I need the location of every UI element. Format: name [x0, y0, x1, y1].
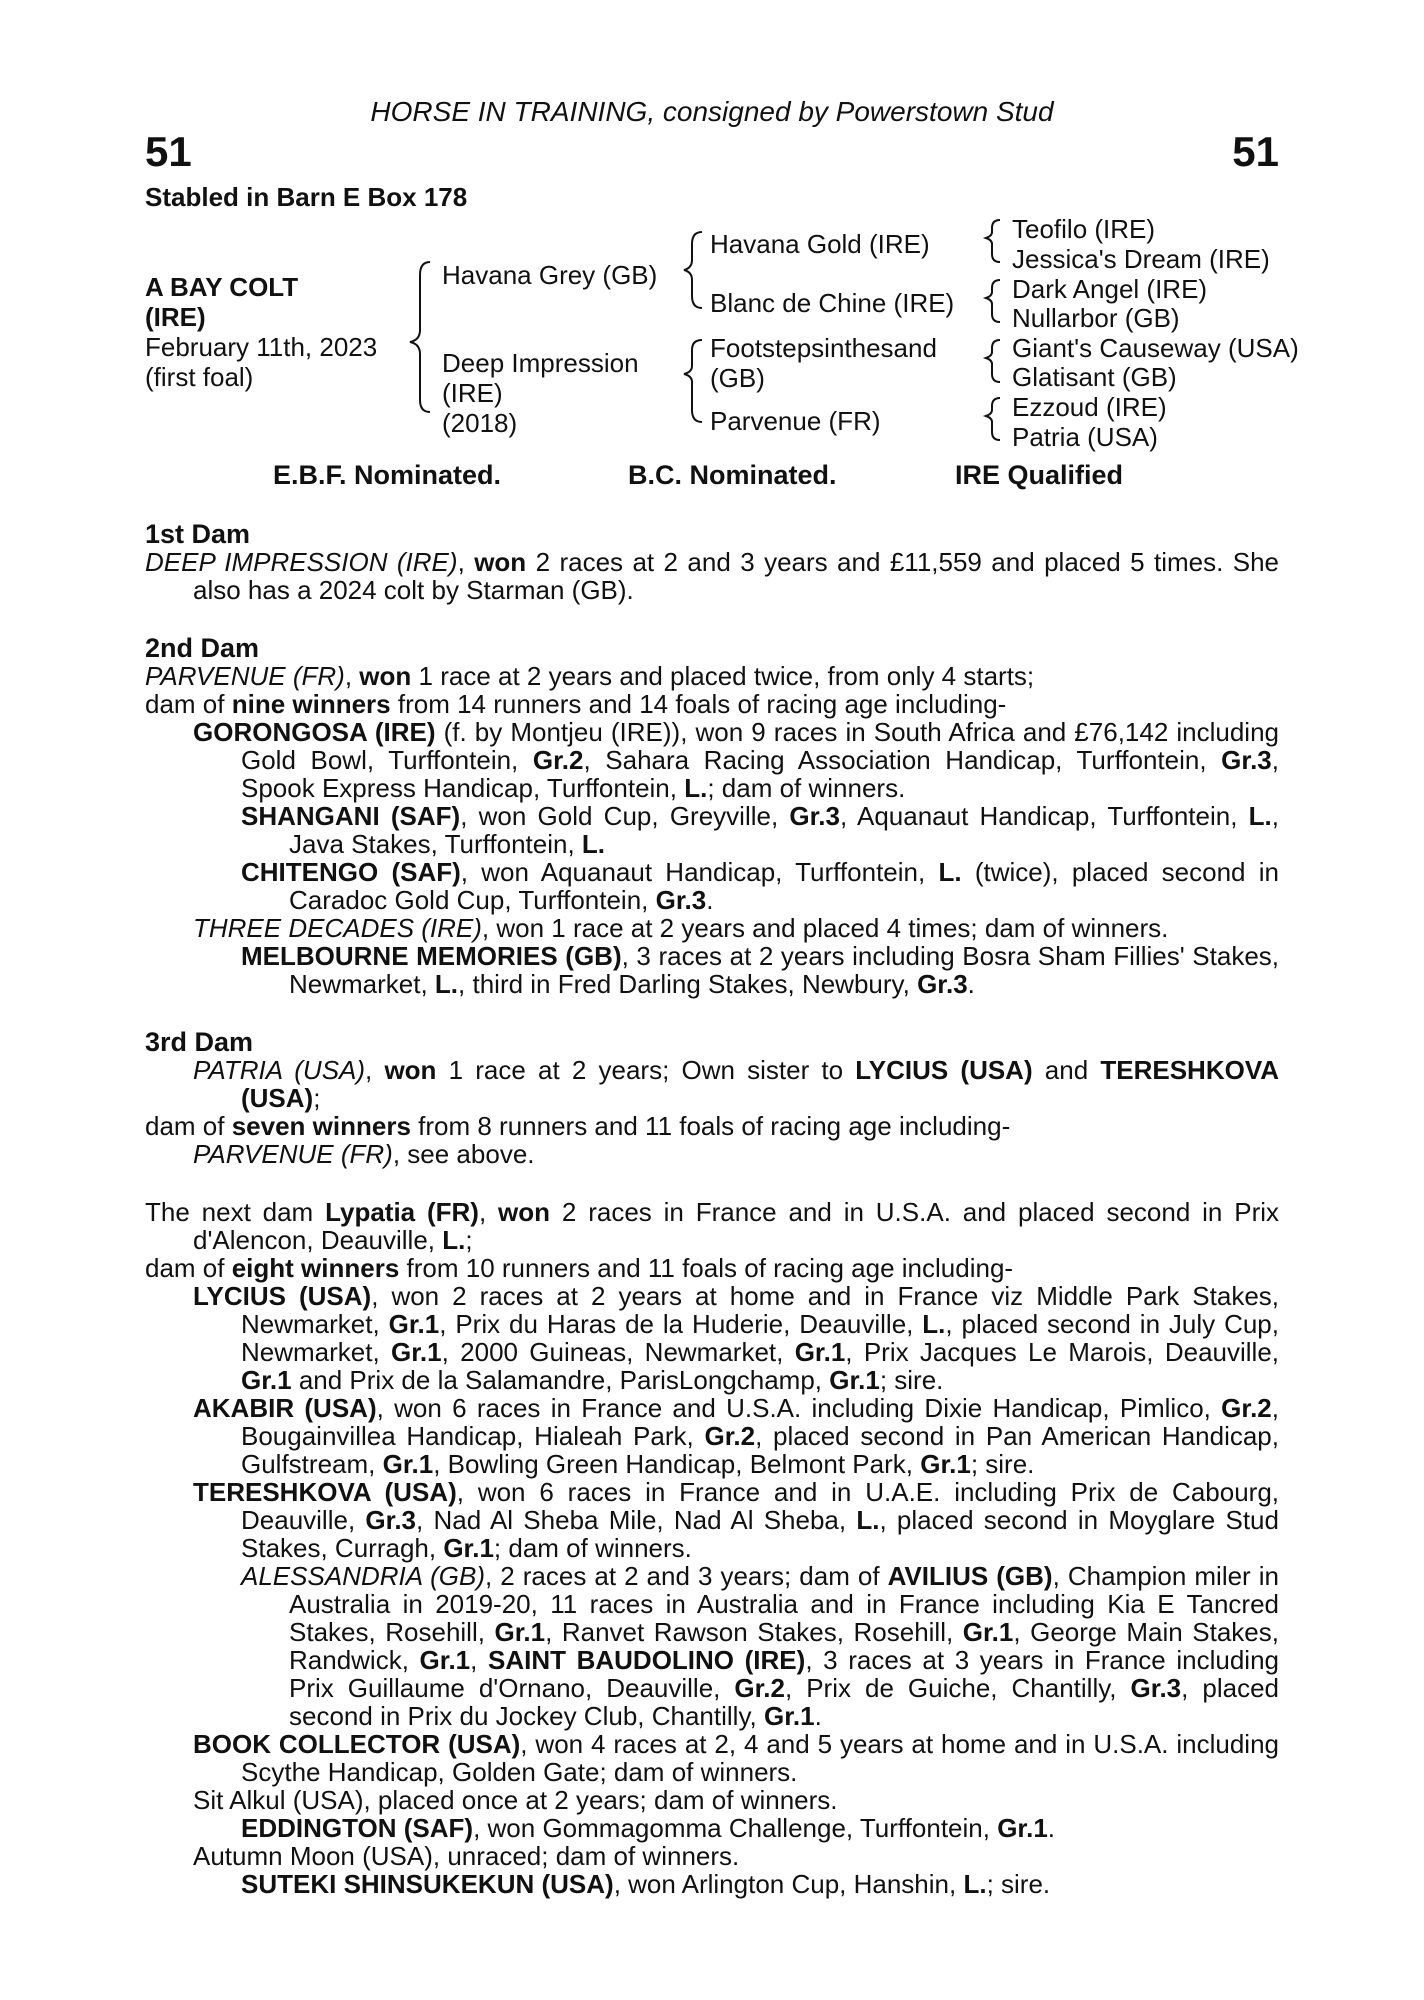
produce-entry: THREE DECADES (IRE), won 1 race at 2 years and placed 4 times; dam of winners. — [193, 913, 1169, 943]
third-dam-record: PATRIA (USA), won 1 race at 2 years; Own sister to LYCIUS (USA) and TERESHKOVA (USA); — [193, 1055, 1280, 1113]
dam-year: (2018) — [442, 408, 518, 438]
first-dam-record: DEEP IMPRESSION (IRE), won 2 races at 2 and 3 years and £11,559 and placed 5 times. She also has a 2024 colt by Starman (GB). — [145, 547, 1279, 605]
horse-note: (first foal) — [145, 362, 254, 392]
third-dam-heading: 3rd Dam — [145, 1027, 254, 1057]
granddam-4: Patria (USA) — [1012, 422, 1158, 452]
dam-country: (IRE) — [442, 378, 503, 408]
sire-sire: Havana Gold (IRE) — [710, 229, 930, 259]
catalogue-header: HORSE IN TRAINING, consigned by Powerstown Stud — [370, 96, 1054, 127]
lot-number-left: 51 — [145, 128, 192, 175]
stabling-info: Stabled in Barn E Box 178 — [145, 182, 468, 212]
horse-title-country: (IRE) — [145, 302, 206, 332]
fourth-dam-record: The next dam Lypatia (FR), won 2 races in France and in U.S.A. and placed second in Prix d'Alencon, Deauville, L.; — [145, 1197, 1279, 1255]
produce-entry: PARVENUE (FR), see above. — [193, 1139, 535, 1169]
dam-dam: Parvenue (FR) — [710, 406, 881, 436]
produce-entry: Sit Alkul (USA), placed once at 2 years; dam of winners. — [193, 1785, 838, 1815]
produce-entry: GORONGOSA (IRE) (f. by Montjeu (IRE)), won 9 races in South Africa and £76,142 including Gold Bowl, Turffontein, Gr.2, Sahara Racing Association Handicap, Turffontein, Gr.3, Spook Express Handicap, Turffontein, L.; dam of winners. — [193, 717, 1279, 803]
horse-title: A BAY COLT — [145, 272, 299, 302]
grandsire-2: Dark Angel (IRE) — [1012, 274, 1208, 304]
produce-entry: SUTEKI SHINSUKEKUN (USA), won Arlington Cup, Hanshin, L.; sire. — [241, 1869, 1051, 1899]
third-dam-produce: dam of seven winners from 8 runners and 11 foals of racing age including- — [145, 1111, 1011, 1141]
grandsire-3: Giant's Causeway (USA) — [1012, 333, 1299, 363]
lot-number-right: 51 — [1232, 128, 1279, 175]
dam — [442, 348, 639, 438]
produce-entry: TERESHKOVA (USA), won 6 races in France and in U.A.E. including Prix de Cabourg, Deauville, Gr.3, Nad Al Sheba Mile, Nad Al Sheba, L., placed second in Moyglare Stud Stakes, Curragh, Gr.1; dam of winners. — [193, 1477, 1280, 1563]
produce-entry: Autumn Moon (USA), unraced; dam of winners. — [193, 1841, 740, 1871]
second-dam-record: PARVENUE (FR), won 1 race at 2 years and placed twice, from only 4 starts; — [145, 661, 1035, 691]
dam-sire-name: Footstepsinthesand — [710, 333, 937, 363]
granddam-3: Glatisant (GB) — [1012, 362, 1177, 392]
horse-dob: February 11th, 2023 — [145, 332, 378, 362]
bc-nomination: B.C. Nominated. — [628, 460, 837, 490]
ire-qualified: IRE Qualified — [955, 460, 1124, 490]
produce-record — [145, 520, 1279, 1898]
dam-sire — [710, 333, 937, 393]
sire: Havana Grey (GB) — [442, 260, 658, 290]
grandsire-1: Teofilo (IRE) — [1012, 214, 1156, 244]
produce-entry: CHITENGO (SAF), won Aquanaut Handicap, Turffontein, L. (twice), placed second in Caradoc Gold Cup, Turffontein, Gr.3. — [241, 857, 1279, 915]
second-dam-heading: 2nd Dam — [145, 633, 260, 663]
grandsire-4: Ezzoud (IRE) — [1012, 392, 1167, 422]
produce-entry: MELBOURNE MEMORIES (GB), 3 races at 2 years including Bosra Sham Fillies' Stakes, Newmarket, L., third in Fred Darling Stakes, Newbury, Gr.3. — [241, 941, 1279, 999]
sire-dam: Blanc de Chine (IRE) — [710, 288, 955, 318]
granddam-1: Jessica's Dream (IRE) — [1012, 244, 1270, 274]
granddam-2: Nullarbor (GB) — [1012, 303, 1180, 333]
second-dam-produce: dam of nine winners from 14 runners and 14 foals of racing age including- — [145, 689, 1007, 719]
produce-entry: AKABIR (USA), won 6 races in France and U.S.A. including Dixie Handicap, Pimlico, Gr.2, Bougainvillea Handicap, Hialeah Park, Gr.2, placed second in Pan American Handicap, Gulfstream, Gr.1, Bowling Green Handicap, Belmont Park, Gr.1; sire. — [193, 1393, 1279, 1479]
dam-name: Deep Impression — [442, 348, 639, 378]
produce-entry: LYCIUS (USA), won 2 races at 2 years at home and in France viz Middle Park Stakes, Newmarket, Gr.1, Prix du Haras de la Huderie, Deauville, L., placed second in July Cup, Newmarket, Gr.1, 2000 Guineas, Newmarket, Gr.1, Prix Jacques Le Marois, Deauville, Gr.1 and Prix de la Salamandre, ParisLongchamp, Gr.1; sire. — [193, 1281, 1280, 1395]
produce-entry: SHANGANI (SAF), won Gold Cup, Greyville, Gr.3, Aquanaut Handicap, Turffontein, L., Java Stakes, Turffontein, L. — [241, 801, 1279, 859]
first-dam-heading: 1st Dam — [145, 519, 251, 549]
dam-sire-country: (GB) — [710, 363, 765, 393]
produce-entry: BOOK COLLECTOR (USA), won 4 races at 2, 4 and 5 years at home and in U.S.A. including Scythe Handicap, Golden Gate; dam of winners. — [193, 1729, 1280, 1787]
produce-entry: ALESSANDRIA (GB), 2 races at 2 and 3 years; dam of AVILIUS (GB), Champion miler in Australia in 2019-20, 11 races in Australia and in France including Kia E Tancred Stakes, Rosehill, Gr.1, Ranvet Rawson Stakes, Rosehill, Gr.1, George Main Stakes, Randwick, Gr.1, SAINT BAUDOLINO (IRE), 3 races at 3 years in France including Prix Guillaume d'Ornano, Deauville, Gr.2, Prix de Guiche, Chantilly, Gr.3, placed second in Prix du Jockey Club, Chantilly, Gr.1. — [241, 1561, 1279, 1731]
fourth-dam-produce: dam of eight winners from 10 runners and 11 foals of racing age including- — [145, 1253, 1014, 1283]
produce-entry: EDDINGTON (SAF), won Gommagomma Challenge, Turffontein, Gr.1. — [241, 1813, 1056, 1843]
ebf-nomination: E.B.F. Nominated. — [273, 460, 502, 490]
